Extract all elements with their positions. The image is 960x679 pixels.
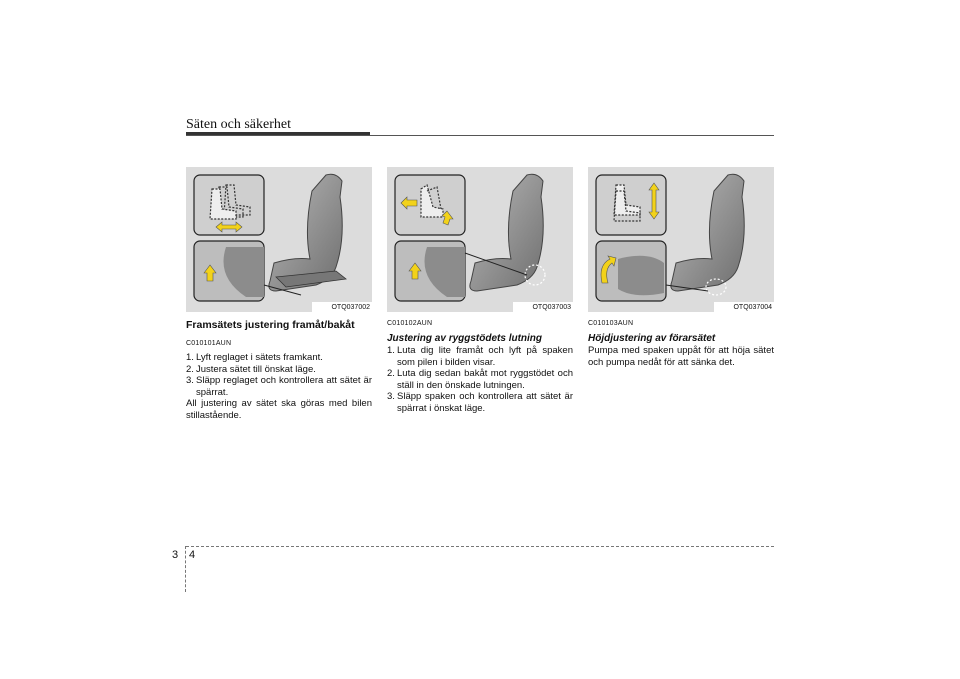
section-title: Framsätets justering framåt/bakåt	[186, 319, 355, 331]
note-text: All justering av sätet ska göras med bilen stillastående.	[186, 398, 372, 421]
page-number: 4	[189, 549, 196, 561]
seat-slide-illustration	[186, 167, 372, 312]
list-item: 2. Luta dig sedan bakåt mot ryggstödet och ställ in den önskade lutningen.	[387, 368, 573, 391]
figure-code: OTQ037002	[331, 304, 370, 311]
figure-code: OTQ037004	[733, 304, 772, 311]
footer-rule	[186, 546, 774, 547]
section-subtitle: Höjdjustering av förarsätet	[588, 332, 716, 344]
footer-vertical-rule	[185, 546, 186, 592]
seat-recline-illustration	[387, 167, 573, 312]
figure-seat-height	[588, 167, 774, 312]
section-code: C010101AUN	[186, 339, 232, 347]
seat-height-illustration	[588, 167, 774, 312]
figure-seat-slide	[186, 167, 372, 312]
section-subtitle: Justering av ryggstödets lutning	[387, 332, 543, 344]
steps-list	[387, 345, 573, 414]
header-rule	[186, 135, 774, 136]
page-section-number: 3	[172, 549, 179, 561]
body-text: Pumpa med spaken uppåt för att höja sätet och pumpa nedåt för att sänka det.	[588, 345, 774, 368]
section-seat-slide	[186, 318, 372, 421]
section-seat-recline	[387, 318, 573, 414]
steps-list	[186, 352, 372, 398]
list-item: 3. Släpp spaken och kontrollera att sätet är spärrat i önskat läge.	[387, 391, 573, 414]
figure-code: OTQ037003	[532, 304, 571, 311]
list-item: 2. Justera sätet till önskat läge.	[186, 363, 316, 375]
figure-seat-recline	[387, 167, 573, 312]
list-item: 3. Släpp reglaget och kontrollera att sätet är spärrat.	[186, 375, 372, 398]
section-code: C010103AUN	[588, 320, 634, 327]
list-item: 1. Luta dig lite framåt och lyft på spaken som pilen i bilden visar.	[387, 345, 573, 368]
section-seat-height	[588, 318, 774, 368]
list-item: 1. Lyft reglaget i sätets framkant.	[186, 352, 323, 363]
section-code: C010102AUN	[387, 320, 433, 327]
page-header-title: Säten och säkerhet	[186, 117, 291, 132]
